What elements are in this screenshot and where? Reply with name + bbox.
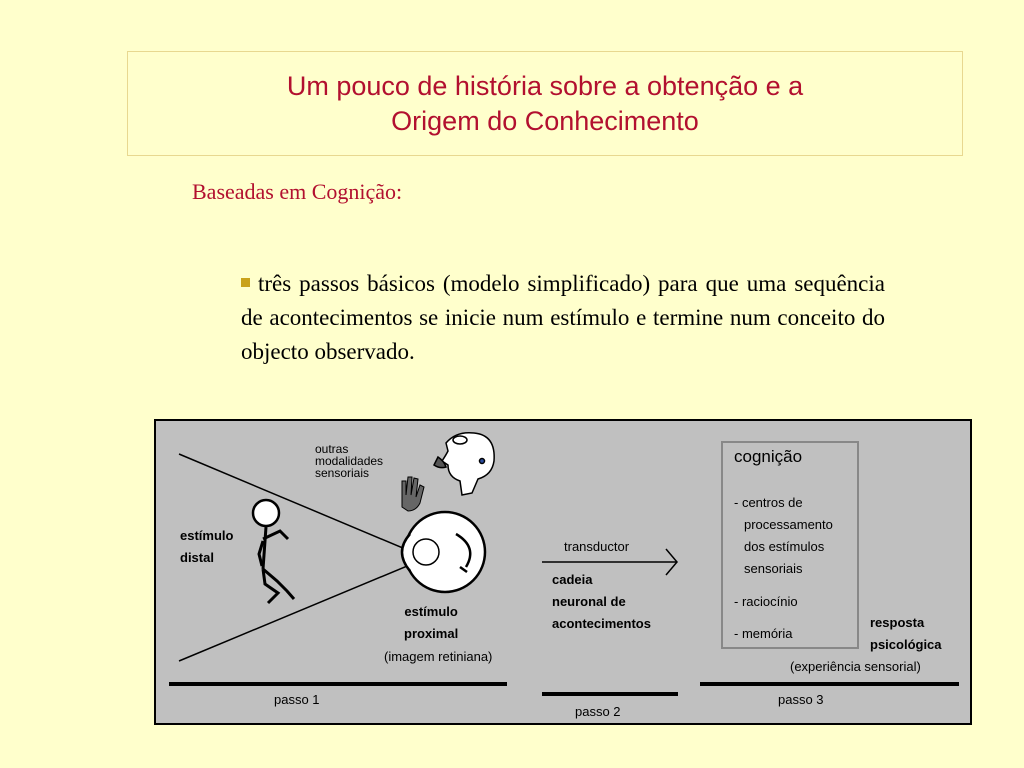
estimulo-proximal-label [404,601,458,645]
cognicao-items [734,492,833,580]
imagem-retiniana-label: (imagem retiniana) [384,649,493,664]
outras-modalidades-line: modalidades [315,454,384,468]
estimulo-proximal-line: proximal [404,626,459,641]
cognicao-item: dos estímulos [744,539,825,554]
passo3-label: passo 3 [778,692,824,707]
estimulo-distal-line: estímulo [180,528,234,543]
bullet-text: três passos básicos (modelo simplificado) para que uma sequência de acontecimentos se inicie num estímulo e termine num conceito do objecto observado. [241,271,885,364]
stick-figure-icon [253,500,294,603]
estimulo-distal-label [180,525,233,569]
cognicao-item: processamento [744,517,833,532]
experiencia-sensorial-label: (experiência sensorial) [790,659,921,674]
transductor-label: transductor [564,539,630,554]
resposta-line: psicológica [870,637,942,652]
hand-icon [402,477,424,511]
cognicao-raciocinio: - raciocínio [734,594,798,609]
estimulo-distal-line: distal [180,550,214,565]
estimulo-proximal-line: estímulo [404,604,458,619]
cadeia-neuronal-label [552,569,651,635]
cognicao-item: - centros de [734,495,803,510]
face-icon [434,433,494,495]
cadeia-line: acontecimentos [552,616,651,631]
cadeia-line: cadeia [552,572,593,587]
title-line-2: Origem do Conhecimento [391,105,699,136]
cadeia-line: neuronal de [552,594,626,609]
outras-modalidades-label [315,443,383,479]
cognition-diagram [154,419,972,725]
resposta-line: resposta [870,615,925,630]
outras-modalidades-line: sensoriais [315,466,370,480]
cognicao-item: sensoriais [744,561,803,576]
eye-icon [402,512,485,592]
cognicao-memoria: - memória [734,626,793,641]
title-box [127,51,963,156]
square-bullet-icon [241,278,250,287]
title-line-1: Um pouco de história sobre a obtenção e a [286,70,804,101]
passo2-label: passo 2 [575,704,621,719]
passo1-label: passo 1 [274,692,320,707]
subtitle: Baseadas em Cognição: [192,179,403,204]
bullet-paragraph [241,267,885,369]
cognicao-title: cognição [734,447,803,466]
resposta-psicologica-label [870,612,942,656]
outras-modalidades-line: outras [315,442,349,456]
